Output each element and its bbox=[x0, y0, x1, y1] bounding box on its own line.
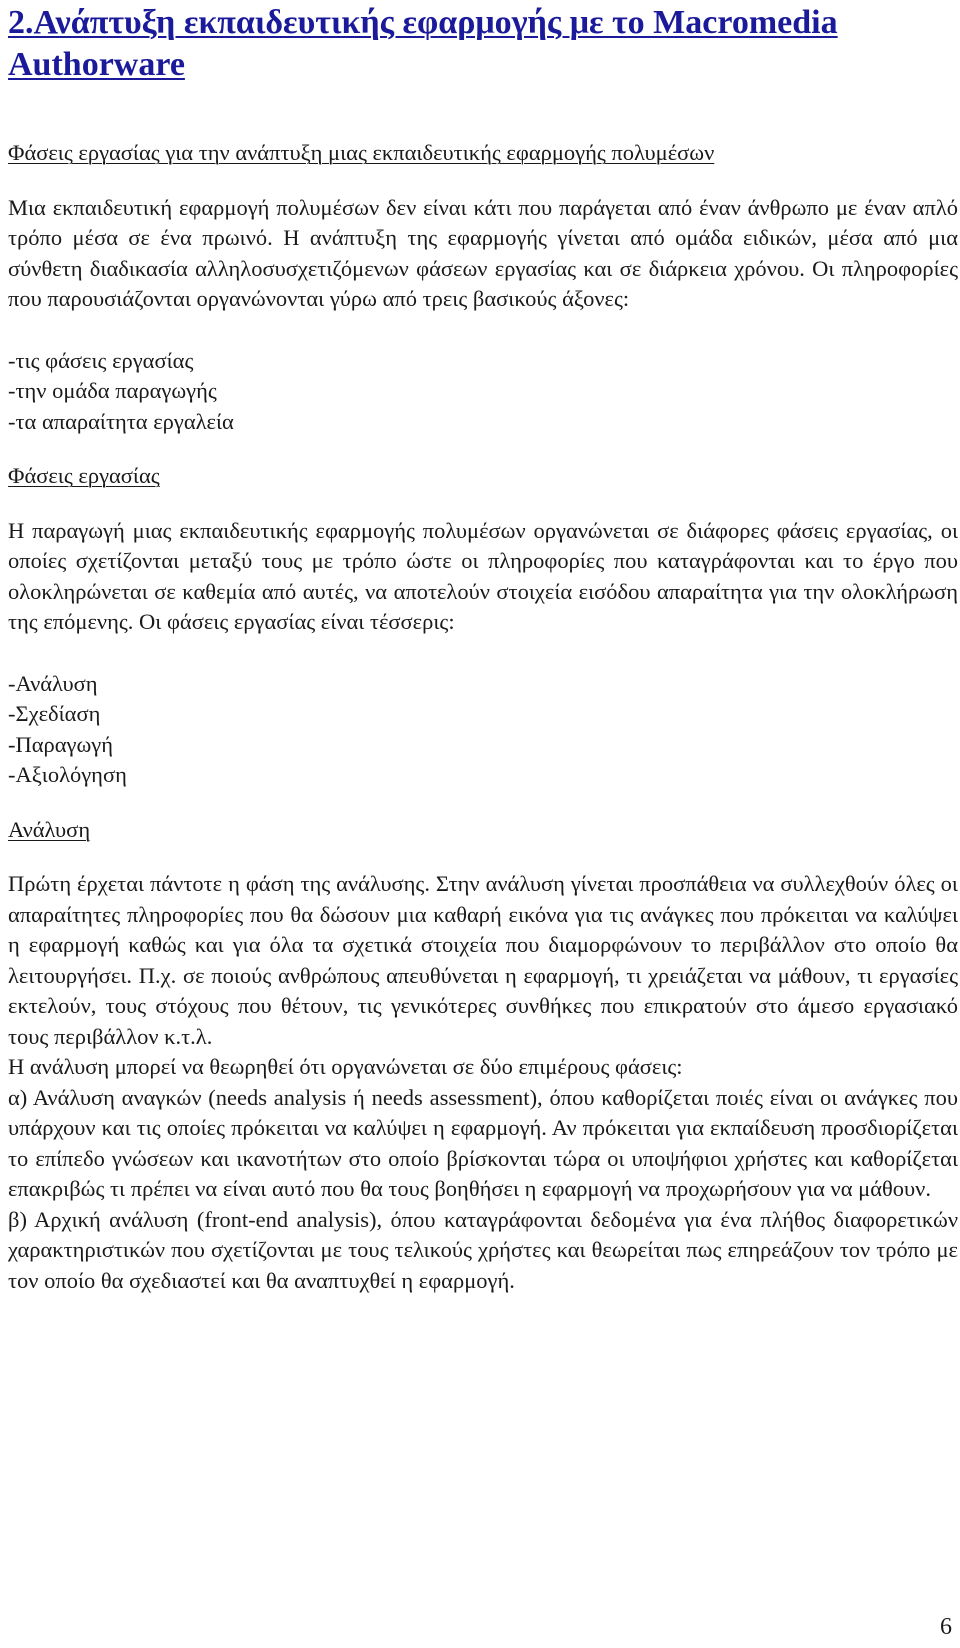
section-heading-phases-development: Φάσεις εργασίας για την ανάπτυξη μιας εκπαιδευτικής εφαρμογής πολυμέσων bbox=[8, 140, 715, 165]
section-heading-analysis: Ανάλυση bbox=[8, 816, 91, 842]
list-item: -τα απαραίτητα εργαλεία bbox=[8, 408, 234, 434]
section-heading-work-phases: Φάσεις εργασίας bbox=[8, 463, 160, 488]
phases-paragraph: Η παραγωγή μιας εκπαιδευτικής εφαρμογής πολυμέσων οργανώνεται σε διάφορες φάσεις εργασίας, οι οποίες σχετίζονται μεταξύ τους με τρόπο ώστε οι πληροφορίες που καταγράφονται και το έργο που ολοκληρώνεται σε καθεμία από αυτές, να αποτελούν στοιχεία εισόδου απαραίτητα για την ολοκλήρωση της επόμενης. Οι φάσεις εργασίας είναι τέσσερις: bbox=[8, 517, 958, 634]
document-title: 2.Ανάπτυξη εκπαιδευτικής εφαρμογής με το Macromedia Authorware bbox=[8, 4, 838, 83]
list-item: -Αξιολόγηση bbox=[8, 762, 127, 787]
analysis-subphases-paragraph: Η ανάλυση μπορεί να θεωρηθεί ότι οργανώνεται σε δύο επιμέρους φάσεις: bbox=[8, 1054, 683, 1079]
intro-paragraph: Μια εκπαιδευτική εφαρμογή πολυμέσων δεν είναι κάτι που παράγεται από έναν άνθρωπο με έναν απλό τρόπο μέσα σε ένα πρωινό. Η ανάπτυξη της εφαρμογής γίνεται από ομάδα ειδικών, μέσα από μια σύνθετη διαδικασία αλληλοσυσχετιζόμενων φάσεων εργασίας και σε διάρκεια χρόνου. Οι πληροφορίες που παρουσιάζονται οργανώνονται γύρω από τρεις βασικούς άξονες: bbox=[8, 194, 958, 311]
list-item: -την ομάδα παραγωγής bbox=[8, 378, 217, 403]
axes-list bbox=[8, 346, 958, 438]
list-item: -Παραγωγή bbox=[8, 731, 114, 757]
front-end-analysis-paragraph: β) Αρχική ανάλυση (front-end analysis), όπου καταγράφονται δεδομένα για ένα πλήθος διαφορετικών χαρακτηριστικών που σχετίζονται με τους τελικούς χρήστες και θεωρείται πως επηρεάζουν τον τρόπο με τον οποίο θα σχεδιαστεί και θα αναπτυχθεί η εφαρμογή. bbox=[8, 1206, 958, 1293]
phases-list bbox=[8, 669, 958, 791]
list-item: -Σχεδίαση bbox=[8, 701, 101, 726]
analysis-paragraph: Πρώτη έρχεται πάντοτε η φάση της ανάλυσης. Στην ανάλυση γίνεται προσπάθεια να συλλεχθούν όλες οι απαραίτητες πληροφορίες που θα δώσουν μια καθαρή εικόνα για τις ανάγκες που πρόκειται να καλύψει η εφαρμογή καθώς και για όλα τα σχετικά στοιχεία που διαμορφώνουν το περιβάλλον στο οποίο θα λειτουργήσει. Π.χ. σε ποιούς ανθρώπους απευθύνεται η εφαρμογή, τι χρειάζεται να μάθουν, τι εργασίες εκτελούν, τους στόχους που θέτουν, τις γενικότερες συνθήκες που επικρατούν στο άμεσο εργασιακό τους περιβάλλον κ.τ.λ. bbox=[8, 871, 958, 1049]
page-number: 6 bbox=[940, 1614, 952, 1640]
needs-analysis-paragraph: α) Ανάλυση αναγκών (needs analysis ή needs assessment), όπου καθορίζεται ποιές είναι οι ανάγκες που υπάρχουν και τις οποίες πρόκειται να καλύψει η εφαρμογή. Αν πρόκειται για εκπαίδευση προσδιορίζεται το επίπεδο γνώσεων και ικανοτήτων στο οποίο βρίσκονται τώρα οι υποψήφιοι χρήστες και καθορίζεται επακριβώς τι πρέπει να είναι αυτό που θα τους βοηθήσει η εφαρμογή να προχωρήσουν για να μάθουν. bbox=[8, 1084, 958, 1201]
list-item: -Ανάλυση bbox=[8, 670, 98, 696]
document-page bbox=[8, 0, 958, 1296]
list-item: -τις φάσεις εργασίας bbox=[8, 347, 194, 373]
